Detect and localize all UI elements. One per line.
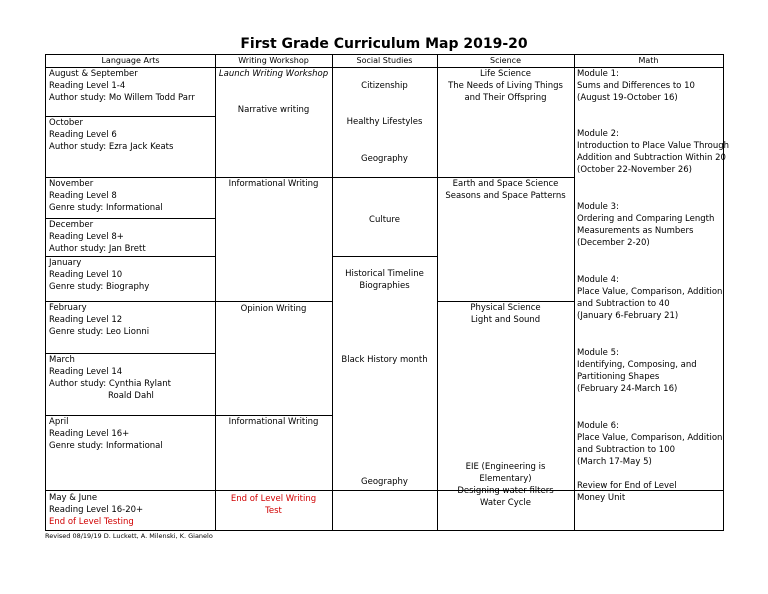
math-module-1 [574, 68, 723, 104]
math-line: Addition and Subtraction Within 20 [577, 153, 726, 163]
sci-line: and Their Offspring [464, 93, 547, 103]
row-divider [332, 490, 437, 491]
math-line: Partitioning Shapes [577, 372, 660, 382]
header-writing-workshop: Writing Workshop [238, 56, 309, 65]
ss-geography: Geography [361, 154, 408, 164]
row-divider [215, 490, 332, 491]
la-reading: Reading Level 16+ [49, 429, 130, 439]
math-line: (January 6-February 21) [577, 311, 679, 321]
sci-line: EIE (Engineering is [465, 462, 546, 472]
la-study: Author study: Jan Brett [49, 244, 146, 254]
math-line: Place Value, Comparison, Addition [577, 433, 723, 443]
la-may-june [46, 492, 215, 528]
la-reading: Reading Level 12 [49, 315, 123, 325]
la-study: Author study: Cynthia Rylant [49, 379, 171, 389]
header-social-studies: Social Studies [356, 56, 413, 65]
ww-end-of-level [215, 493, 332, 517]
ww-end-line: Test [265, 506, 282, 516]
sci-line: Elementary) [479, 474, 532, 484]
ww-informational: Informational Writing [228, 179, 319, 189]
math-line: Module 4: [577, 275, 619, 285]
math-line: (March 17-May 5) [577, 457, 652, 467]
ww-opinion: Opinion Writing [240, 304, 307, 314]
la-month: May & June [49, 493, 98, 503]
math-line: (February 24-March 16) [577, 384, 678, 394]
header-science: Science [489, 56, 521, 65]
la-month: November [49, 179, 94, 189]
la-month: August & September [49, 69, 138, 79]
math-line: (August 19-October 16) [577, 93, 678, 103]
math-line: and Subtraction to 100 [577, 445, 676, 455]
la-january [46, 257, 215, 293]
math-review: Review for End of Level [577, 481, 677, 491]
math-line: Module 3: [577, 202, 619, 212]
la-study: Author study: Ezra Jack Keats [49, 142, 174, 152]
ww-end-line: End of Level Writing [230, 494, 317, 504]
column-divider [437, 55, 438, 530]
math-line: Measurements as Numbers [577, 226, 694, 236]
page-title: First Grade Curriculum Map 2019-20 [240, 36, 528, 52]
la-aug-sep [46, 68, 215, 104]
la-study: Genre study: Informational [49, 441, 163, 451]
math-line: Module 2: [577, 129, 619, 139]
sci-life-science [437, 68, 574, 104]
la-reading: Reading Level 10 [49, 270, 123, 280]
row-divider [215, 301, 332, 302]
curriculum-table [45, 54, 730, 531]
sci-line: Earth and Space Science [452, 179, 559, 189]
row-divider [332, 177, 437, 178]
math-line: Module 6: [577, 421, 619, 431]
column-divider [215, 55, 216, 530]
sci-line: Water Cycle [479, 498, 532, 508]
sci-line: The Needs of Living Things [448, 81, 563, 91]
la-month: December [49, 220, 94, 230]
la-month: March [49, 355, 75, 365]
revision-footer: Revised 08/19/19 D. Luckett, A. Milenski, K. Gianelo [45, 532, 213, 540]
ss-line: Historical Timeline [345, 269, 424, 279]
ww-narrative: Narrative writing [237, 105, 310, 115]
la-april [46, 416, 215, 452]
math-module-5 [574, 347, 723, 395]
la-reading: Reading Level 14 [49, 367, 123, 377]
math-line: Module 5: [577, 348, 619, 358]
sci-line: Life Science [480, 69, 531, 79]
la-study: Genre study: Leo Lionni [49, 327, 150, 337]
ss-citizenship: Citizenship [361, 81, 408, 91]
math-line: and Subtraction to 40 [577, 299, 670, 309]
math-line: Sums and Differences to 10 [577, 81, 695, 91]
la-reading: Reading Level 8+ [49, 232, 124, 242]
math-line: Ordering and Comparing Length [577, 214, 715, 224]
la-reading: Reading Level 16-20+ [49, 505, 144, 515]
math-line: (October 22-November 26) [577, 165, 692, 175]
la-march [46, 354, 215, 402]
la-month: January [49, 258, 82, 268]
ss-black-history: Black History month [341, 355, 428, 365]
row-divider [332, 256, 437, 257]
header-math: Math [638, 56, 659, 65]
math-line: Module 1: [577, 69, 619, 79]
sci-earth-space [437, 178, 574, 202]
sci-line: Seasons and Space Patterns [445, 191, 566, 201]
la-study: Author study: Mo Willem Todd Parr [49, 93, 195, 103]
la-month: April [49, 417, 69, 427]
row-divider [46, 490, 215, 491]
sci-line: Designing water filters [457, 486, 554, 496]
ss-line: Biographies [359, 281, 410, 291]
sci-line: Physical Science [470, 303, 541, 313]
la-reading: Reading Level 6 [49, 130, 117, 140]
la-study: Roald Dahl [108, 391, 154, 401]
la-reading: Reading Level 8 [49, 191, 117, 201]
sci-physical [437, 302, 574, 326]
la-month: October [49, 118, 84, 128]
la-december [46, 219, 215, 255]
ww-launch: Launch Writing Workshop [218, 69, 329, 79]
la-study: Genre study: Informational [49, 203, 163, 213]
sci-line: Light and Sound [470, 315, 541, 325]
math-line: (December 2-20) [577, 238, 650, 248]
sci-eie [437, 461, 574, 509]
ss-geography: Geography [361, 477, 408, 487]
ww-informational: Informational Writing [228, 417, 319, 427]
header-language-arts: Language Arts [101, 56, 160, 65]
ss-healthy-lifestyles: Healthy Lifestyles [346, 117, 423, 127]
math-module-4 [574, 274, 723, 322]
la-november [46, 178, 215, 214]
math-module-3 [574, 201, 723, 249]
math-module-6 [574, 420, 723, 468]
la-study: Genre study: Biography [49, 282, 150, 292]
la-month: February [49, 303, 87, 313]
la-reading: Reading Level 1-4 [49, 81, 126, 91]
math-line: Place Value, Comparison, Addition [577, 287, 723, 297]
math-module-2 [574, 128, 730, 176]
math-money-unit: Money Unit [577, 493, 626, 503]
ss-culture: Culture [369, 215, 400, 225]
la-february [46, 302, 215, 338]
la-testing-note: End of Level Testing [49, 517, 134, 527]
math-line: Identifying, Composing, and [577, 360, 697, 370]
ss-historical-timeline [332, 268, 437, 292]
math-line: Introduction to Place Value Through [577, 141, 730, 151]
la-october [46, 117, 215, 153]
